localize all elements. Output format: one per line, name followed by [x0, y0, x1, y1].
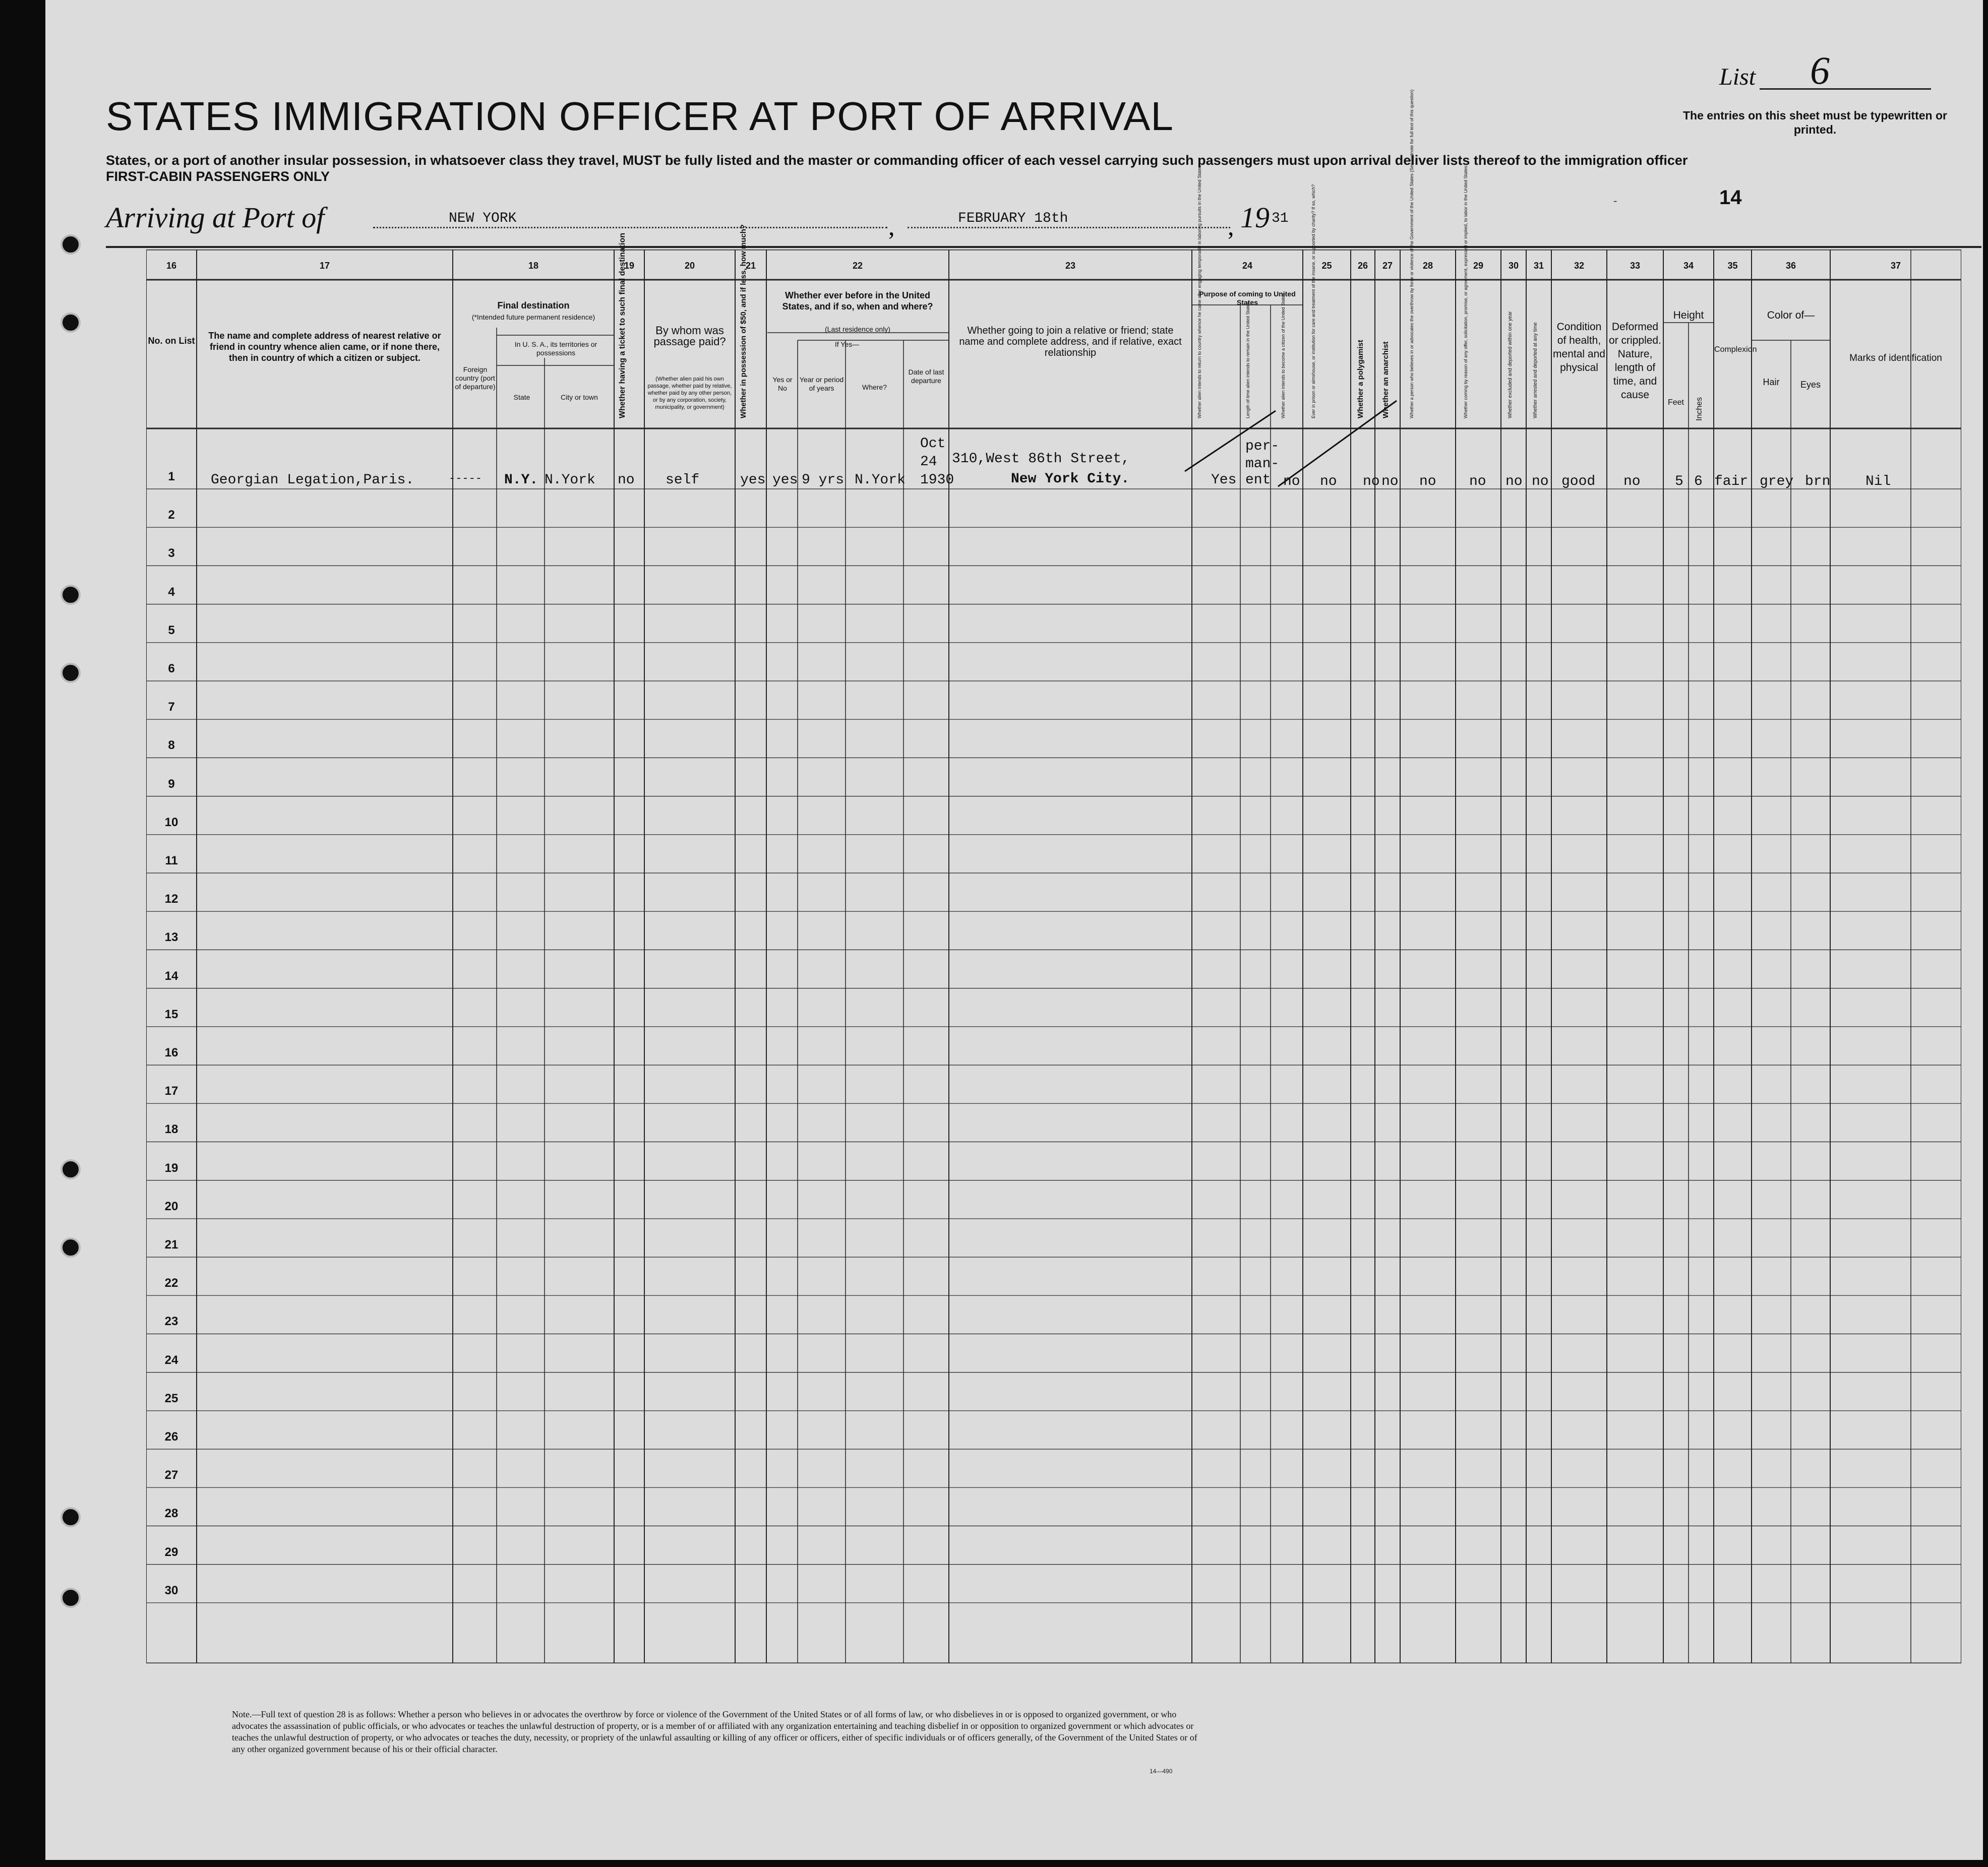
- header-deformed: Deformed or crippled. Nature, length of time, and cause: [1609, 321, 1661, 401]
- header-state: State: [513, 393, 530, 401]
- row-number: 5: [168, 623, 175, 637]
- row-number: 4: [168, 585, 175, 599]
- row-number: 28: [164, 1507, 178, 1521]
- column-number: 36: [1785, 261, 1796, 271]
- row-number: 30: [164, 1583, 178, 1597]
- cell-eyes: brn: [1805, 474, 1831, 489]
- header-polygamist: Whether a polygamist: [1356, 340, 1365, 418]
- cell-departure-year: 1930: [920, 472, 954, 488]
- header-period: Year or period of years: [799, 376, 844, 392]
- column-number: 17: [319, 261, 330, 271]
- cell-complexion: fair: [1714, 474, 1749, 489]
- row-number: 19: [164, 1161, 178, 1175]
- header-final-destination: Final destination: [497, 300, 570, 310]
- header-last-departure: Date of last departure: [908, 368, 944, 385]
- header-no-on-list: No. on List: [148, 336, 195, 346]
- header-city: City or town: [561, 393, 598, 401]
- header-has-50: Whether in possession of $50, and if less, how much?: [739, 224, 748, 418]
- header-arrested: Whether arrested and deported at any time: [1533, 322, 1538, 418]
- binder-hole: [61, 313, 81, 333]
- column-number: 34: [1683, 261, 1694, 271]
- tick-mark: -: [1613, 194, 1617, 207]
- row-number: 27: [164, 1468, 178, 1482]
- cell-relative: Georgian Legation,Paris.: [211, 472, 414, 488]
- header-marks: Marks of identification: [1849, 353, 1942, 363]
- column-number: 33: [1630, 261, 1641, 271]
- row-number: 14: [164, 969, 178, 983]
- cell-anarchist: no: [1381, 474, 1399, 489]
- comma: ,: [888, 212, 895, 240]
- cell-hair: grey: [1760, 474, 1794, 489]
- header-rule: [106, 246, 1981, 248]
- header-complexion: Complexion: [1714, 345, 1757, 354]
- header-inches: Inches: [1695, 397, 1704, 421]
- binder-hole: [61, 663, 81, 683]
- header-q28: Whether a person who believes in or advocates the overthrow by force or violence of the Government of the United States (See footnote for full text of this question): [1409, 89, 1414, 418]
- header-foreign-country: Foreign country (port of departure): [455, 365, 496, 391]
- cell-return-intent: Yes: [1211, 472, 1237, 488]
- cell-inches: 6: [1694, 474, 1703, 489]
- column-number: 21: [745, 261, 756, 271]
- row-number: 20: [164, 1199, 178, 1213]
- row-number: 2: [168, 508, 175, 522]
- sheet-number: 14: [1719, 186, 1742, 209]
- cell-where: N.York: [855, 472, 906, 488]
- cell-foreign-country: -----: [449, 472, 483, 485]
- port-value: NEW YORK: [449, 211, 517, 226]
- cell-length-stay-1: per-: [1245, 439, 1280, 454]
- header-before-in-us: Whether ever before in the United States, and if so, when and where?: [782, 290, 933, 312]
- header-where: Where?: [862, 383, 887, 391]
- header-labor-offer: Whether coming by reason of any offer, solicitation, promise, or agreement, expressed or implied, to labor in the United States: [1463, 165, 1468, 418]
- row-number: 21: [164, 1238, 178, 1252]
- row-number: 6: [168, 662, 175, 675]
- list-number: 6: [1810, 48, 1830, 92]
- row-number: 29: [164, 1545, 178, 1559]
- header-in-usa: In U. S. A., its territories or possessions: [514, 340, 597, 357]
- column-number: 31: [1533, 261, 1544, 271]
- row-number: 8: [168, 738, 175, 753]
- header-feet: Feet: [1667, 398, 1684, 407]
- manifest-sheet: [45, 0, 1983, 1860]
- column-number: 27: [1382, 261, 1393, 271]
- entries-note: The entries on this sheet must be typewritten or printed.: [1683, 109, 1947, 136]
- header-health: Condition of health, mental and physical: [1553, 321, 1605, 374]
- column-number: 29: [1473, 261, 1484, 271]
- row-number: 25: [164, 1391, 178, 1405]
- column-number: 37: [1890, 261, 1901, 271]
- list-label: List: [1719, 64, 1756, 90]
- list-underline: [1760, 88, 1931, 90]
- comma-2: ,: [1228, 212, 1234, 240]
- cell-length-stay-3: ent: [1245, 472, 1271, 488]
- header-anarchist: Whether an anarchist: [1381, 341, 1390, 418]
- cell-departure-month: Oct: [920, 436, 946, 452]
- date-dotted-line: [908, 227, 1230, 228]
- date-value: FEBRUARY 18th: [958, 211, 1068, 226]
- header-final-destination-sub: (*Intended future permanent residence): [471, 313, 595, 321]
- column-number: 30: [1508, 261, 1519, 271]
- cell-prison: no: [1320, 474, 1337, 489]
- row-number: 15: [164, 1007, 178, 1021]
- row-number: 11: [165, 854, 178, 867]
- column-number: 26: [1357, 261, 1368, 271]
- cell-polygamist: no: [1363, 474, 1380, 489]
- row-number: 13: [164, 930, 178, 945]
- cell-feet: 5: [1675, 474, 1683, 489]
- header-hair: Hair: [1763, 377, 1780, 387]
- cell-ticket: no: [618, 472, 635, 488]
- column-number: 19: [624, 261, 635, 271]
- cell-city: N.York: [545, 472, 595, 488]
- cell-length-stay-2: man-: [1245, 456, 1280, 472]
- row-number: 16: [164, 1046, 178, 1060]
- binder-hole: [61, 1507, 81, 1527]
- row-number: 9: [168, 777, 175, 791]
- header-last-residence: (Last residence only): [825, 325, 890, 333]
- instruction-line: States, or a port of another insular possession, in whatsoever class they travel, MUST be fully listed and the master or commanding officer of each vessel carrying such passengers must upon arrival deliver lists thereof to the immigration officer: [106, 153, 1688, 168]
- column-number: 20: [684, 261, 695, 271]
- cell-join-address: 310,West 86th Street,: [952, 451, 1130, 467]
- header-excluded: Whether excluded and deported within one year: [1508, 311, 1513, 418]
- row-number: 17: [164, 1084, 178, 1098]
- binder-hole: [61, 1588, 81, 1608]
- header-if-yes: If Yes—: [834, 340, 860, 348]
- port-dotted-line: [373, 227, 887, 228]
- column-number: 16: [166, 261, 177, 271]
- cell-excluded: no: [1505, 474, 1523, 489]
- row-number: 7: [168, 700, 175, 714]
- binder-hole: [61, 1159, 81, 1179]
- header-eyes: Eyes: [1800, 380, 1821, 390]
- row-number: 22: [164, 1276, 178, 1290]
- form-title: STATES IMMIGRATION OFFICER AT PORT OF ARRIVAL: [106, 94, 1174, 139]
- column-number: 23: [1065, 261, 1076, 271]
- cell-before-in-us: yes: [772, 472, 798, 488]
- cell-health: good: [1561, 474, 1596, 489]
- column-number: 25: [1321, 261, 1332, 271]
- cell-period: 9 yrs: [802, 472, 845, 488]
- cell-join-city: New York City.: [1011, 471, 1130, 487]
- header-yes-no: Yes or No: [772, 376, 793, 392]
- header-prison: Ever in prison or almshouse, or institution for care and treatment of the insane, or supported by charity? If so, which?: [1311, 184, 1316, 418]
- row-number: 10: [164, 815, 178, 829]
- header-ticket: Whether having a ticket to such final destination: [618, 232, 627, 418]
- column-number: 32: [1574, 261, 1585, 271]
- cell-citizen-intent: no: [1283, 474, 1300, 489]
- header-passage-paid: By whom was passage paid?: [653, 324, 726, 348]
- header-purpose: Purpose of coming to United States: [1199, 290, 1296, 306]
- cell-labor-offer: no: [1469, 474, 1486, 489]
- binder-hole: [61, 234, 81, 255]
- row-number: 24: [164, 1353, 178, 1367]
- year-prefix: 19: [1240, 201, 1270, 234]
- header-citizen-intent: Whether alien intends to become a citizen of the United States: [1281, 293, 1286, 418]
- cell-q28: no: [1419, 474, 1436, 489]
- binder-hole: [61, 585, 81, 605]
- header-length-stay: Length of time alien intends to remain in the United States: [1245, 301, 1250, 418]
- header-color-of: Color of—: [1767, 309, 1815, 321]
- header-height: Height: [1673, 309, 1704, 321]
- column-number: 22: [852, 261, 863, 271]
- column-number: 24: [1242, 261, 1253, 271]
- header-relative-address: The name and complete address of nearest relative or friend in country whence alien came, or if none there, then in country of which a citizen or subject.: [208, 331, 441, 363]
- header-join-relative: Whether going to join a relative or friend; state name and complete address, and if relative, exact relationship: [959, 325, 1182, 358]
- arriving-label: Arriving at Port of: [106, 201, 325, 234]
- cell-deformed: no: [1623, 474, 1641, 489]
- row-number: 18: [164, 1123, 178, 1137]
- form-code: 14—490: [1150, 1768, 1173, 1775]
- binder-hole: [61, 1237, 81, 1258]
- row-number: 1: [168, 470, 175, 483]
- year-suffix: 31: [1272, 211, 1289, 226]
- first-cabin-label: FIRST-CABIN PASSENGERS ONLY: [106, 169, 330, 184]
- row-number: 23: [164, 1315, 178, 1329]
- cell-departure-day: 24: [920, 454, 937, 470]
- cell-state: N.Y.: [504, 472, 538, 488]
- row-number: 12: [164, 892, 178, 906]
- column-number: 35: [1727, 261, 1738, 271]
- row-number: 26: [164, 1430, 178, 1444]
- footnote: Note.—Full text of question 28 is as follows: Whether a person who believes in or advocates the overthrow by force or violence of the Government of the United States or of all forms of law, or who disbelieves in or is opposed to organized government, or who advocates the assassination of public officials, or who advocates or teaches the unlawful destruction of property, or is a member of or affiliated with any organization entertaining and teaching disbelief in or opposition to organized government or which advocates or teaches the unlawful destruction of property, or who advocates or teaches the duty, necessity, or propriety of the unlawful assaulting or killing of any officer or officers, either of specific individuals or of officers generally, of the Government of the United States or of any other organized government because of his or their official character.: [232, 1709, 1197, 1754]
- header-passage-paid-sub: (Whether alien paid his own passage, whether paid by relative, whether paid by any other person, or by any corporation, society, municipality, or government): [647, 376, 732, 410]
- header-return-intent: Whether alien intends to return to country whence he came after engaging temporarily in laboring pursuits in the United States: [1197, 165, 1202, 418]
- cell-has-50: yes: [740, 472, 766, 488]
- row-number: 3: [168, 546, 175, 561]
- column-number: 28: [1422, 261, 1433, 271]
- cell-marks: Nil: [1865, 474, 1891, 489]
- column-number: 18: [528, 261, 539, 271]
- cell-arrested: no: [1532, 474, 1549, 489]
- cell-passage-paid: self: [666, 472, 700, 488]
